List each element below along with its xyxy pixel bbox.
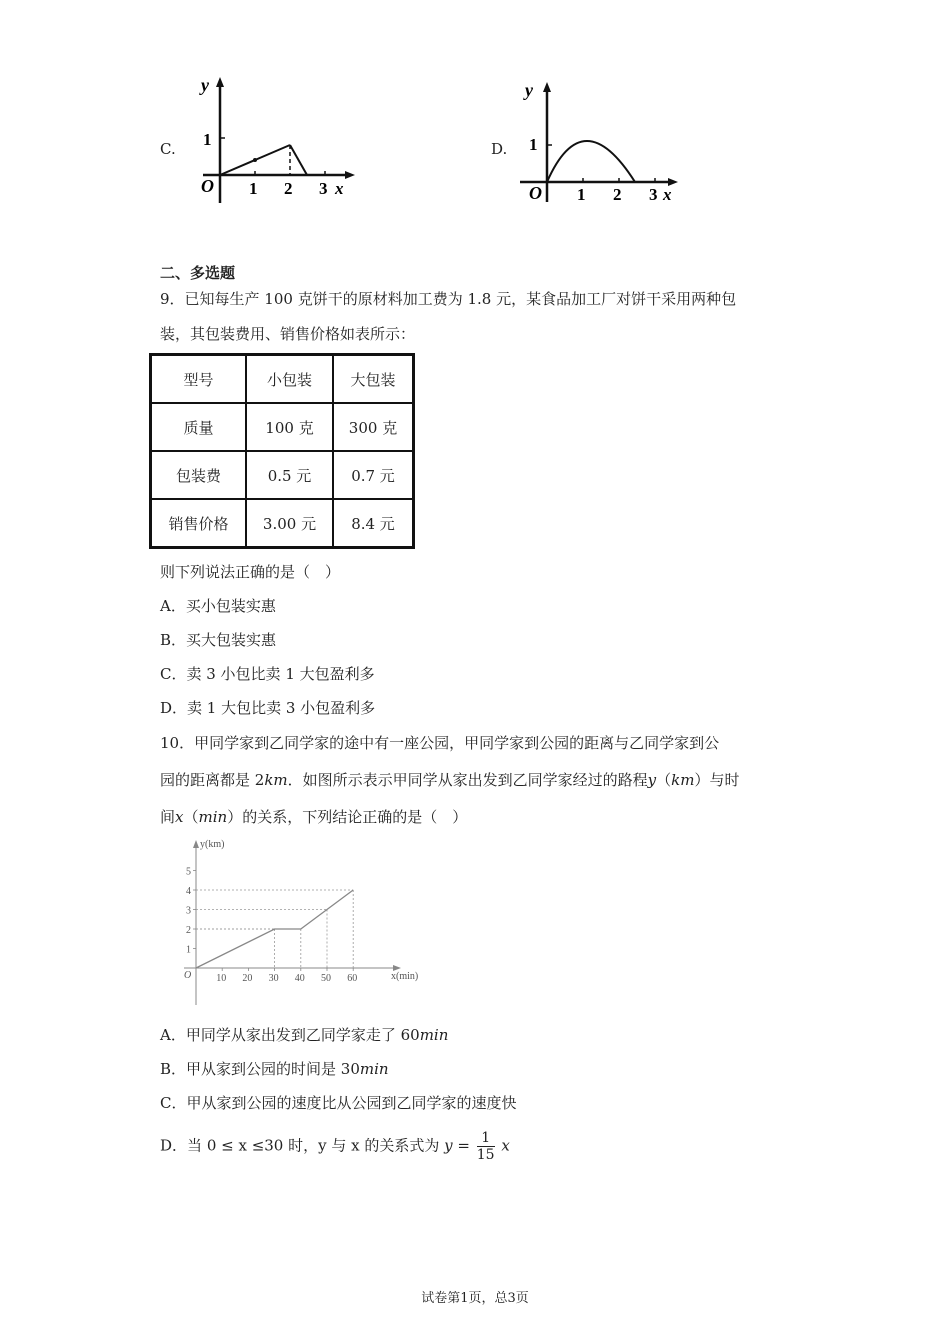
q9-line1: 9．已知每生产 100 克饼干的原材料加工费为 1.8 元，某食品加工厂对饼干采用两种包 [160,290,737,308]
option-d-label: D. [491,140,508,158]
q10-option-a: A．甲同学从家出发到乙同学家走了 60min [160,1026,449,1044]
q10-line1: 10．甲同学家到乙同学家的途中有一座公园，甲同学家到公园的距离与乙同学家到公 [160,734,720,752]
chart-y-tick-label: 2 [186,925,191,936]
c-x-tick: 3 [319,179,328,198]
option-c-graph [185,75,360,209]
table-cell: 300 克 [333,403,414,451]
chart-y-label: y(km) [200,839,225,850]
table-header-cell: 小包装 [246,355,333,404]
q9-line2: 装，其包装费用、销售价格如表所示： [160,325,416,343]
d-x-tick: 3 [649,185,658,204]
q9-option-b: B．买大包装实惠 [160,631,277,649]
q10-option-b: B．甲从家到公园的时间是 30min [160,1060,389,1078]
chart-x-tick-label: 40 [294,973,305,984]
table-row [151,451,414,499]
d-x-label: x [663,185,672,204]
c-x-label: x [335,179,344,198]
table-cell: 0.5 元 [246,451,333,499]
c-y-tick: 1 [203,130,212,149]
d-x-tick: 2 [613,185,622,204]
c-y-label: y [201,75,209,95]
q9-option-a: A．买小包装实惠 [160,597,276,615]
chart-y-tick-label: 5 [186,866,191,878]
chart-y-tick-label: 3 [186,905,191,917]
packaging-table [149,353,415,549]
table-cell: 0.7 元 [333,451,414,499]
chart-x-tick-label: 30 [268,973,279,984]
option-c-label: C. [160,140,176,158]
q10-line3: 间x（min）的关系，下列结论正确的是（ ） [160,808,468,826]
q9-stem: 则下列说法正确的是（ ） [160,563,341,581]
distance-time-chart [170,835,430,1014]
table-cell: 包装费 [151,451,247,499]
q9-option-c: C．卖 3 小包比卖 1 大包盈利多 [160,665,375,683]
table-row [151,403,414,451]
chart-x-label: x(min) [391,971,419,982]
fraction: $\frac{1}{15}$ [476,1130,495,1163]
q10-option-d: D．当 0 ≤ x ≤30 时，y 与 x 的关系式为 y = $\frac{1}{15}$ x [160,1130,510,1163]
chart-origin: O [184,970,192,981]
table-cell: 质量 [151,403,247,451]
page-footer: 试卷第1页，总3页 [421,1291,529,1306]
d-x-tick: 1 [577,185,586,204]
chart-x-tick-label: 50 [321,973,331,984]
table-row [151,355,414,404]
c-x-tick: 2 [284,179,293,198]
table-header-cell: 型号 [151,355,247,404]
section-title: 二、多选题 [160,264,236,282]
c-origin: O [201,176,214,196]
table-row [151,499,414,548]
table-cell: 3.00 元 [246,499,333,548]
chart-series-line [196,890,353,968]
d-y-label: y [525,80,533,100]
table-cell: 100 克 [246,403,333,451]
table-cell: 销售价格 [151,499,247,548]
q9-option-d: D．卖 1 大包比卖 3 小包盈利多 [160,699,376,717]
d-origin: O [529,183,542,203]
chart-x-tick-label: 10 [216,973,227,984]
chart-y-tick-label: 4 [186,886,191,897]
chart-x-tick-label: 60 [347,973,358,984]
table-header-cell: 大包装 [333,355,414,404]
c-x-tick: 1 [249,179,258,198]
d-y-tick: 1 [529,135,538,154]
chart-y-tick-label: 1 [186,944,191,956]
q10-line2: 园的距离都是 2km．如图所示表示甲同学从家出发到乙同学家经过的路程y（km）与时 [160,771,740,789]
q10-option-c: C．甲从家到公园的速度比从公园到乙同学家的速度快 [160,1094,517,1112]
chart-x-tick-label: 20 [242,973,253,984]
table-cell: 8.4 元 [333,499,414,548]
option-d-graph [515,78,690,212]
